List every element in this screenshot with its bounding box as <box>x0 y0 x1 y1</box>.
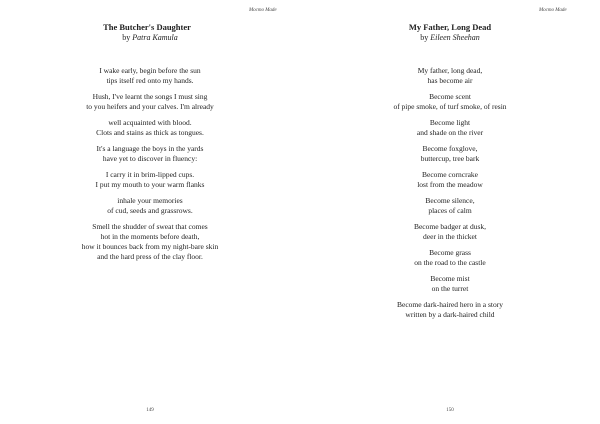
byline-prefix: by <box>122 33 131 42</box>
poem-line: and shade on the river <box>416 128 484 137</box>
poem-line: of cud, seeds and grassrows. <box>107 206 193 215</box>
stanza <box>0 196 300 216</box>
poem-line: Clots and stains as thick as tongues. <box>96 128 204 137</box>
stanza <box>0 92 300 112</box>
stanza <box>300 196 600 216</box>
author-name: Eileen Sheehan <box>430 33 480 42</box>
poem-line: Become grass <box>429 248 471 257</box>
poem-line: Become foxglove, <box>422 144 478 153</box>
page-number: 149 <box>146 408 154 413</box>
poem-line: Become scent <box>429 92 471 101</box>
poem-line: places of calm <box>428 206 472 215</box>
poem-line: have yet to discover in fluency: <box>102 154 198 163</box>
author-name: Patra Kamula <box>132 33 178 42</box>
poem-line: lost from the meadow <box>417 180 483 189</box>
poem-line: I carry it in brim-lipped cups. <box>105 170 195 179</box>
poem-line: Become silence, <box>425 196 475 205</box>
poem-line: deer in the thicket <box>423 232 477 241</box>
poem-line: My father, long dead, <box>417 66 483 75</box>
poem-title: The Butcher's Daughter <box>103 22 191 32</box>
poem-line: Smell the shudder of sweat that comes <box>92 222 208 231</box>
poem-line: to you heifers and your calves. I'm already <box>86 102 214 111</box>
stanza <box>300 222 600 242</box>
stanza <box>300 118 600 138</box>
poem-line: on the turret <box>431 284 469 293</box>
stanza <box>300 66 600 86</box>
byline <box>0 33 300 42</box>
byline-prefix: by <box>420 33 429 42</box>
poem-line: I wake early, begin before the sun <box>99 66 201 75</box>
poem-line: Become mist <box>430 274 470 283</box>
poem-line: well acquainted with blood. <box>108 118 192 127</box>
page-number: 150 <box>446 408 454 413</box>
stanza <box>0 170 300 190</box>
poem-line: Become corncrake <box>421 170 478 179</box>
running-head: Mocmo Made <box>539 8 567 13</box>
stanza <box>300 274 600 294</box>
poem-title: My Father, Long Dead <box>408 22 492 32</box>
poem-line: and the hard press of the clay floor. <box>97 252 203 261</box>
poem-body <box>300 66 600 326</box>
stanza <box>300 144 600 164</box>
poem-line: hot in the moments before death, <box>100 232 200 241</box>
poem-line: tips itself red onto my hands. <box>106 76 194 85</box>
stanza <box>300 170 600 190</box>
poem-line: inhale your memories <box>117 196 183 205</box>
poem-line: Become light <box>429 118 471 127</box>
stanza <box>0 222 300 262</box>
stanza <box>300 248 600 268</box>
stanza <box>0 66 300 86</box>
poem-line: Become badger at dusk, <box>413 222 487 231</box>
stanza <box>0 144 300 164</box>
poem-line: on the road to the castle <box>414 258 486 267</box>
poem-line: written by a dark-haired child <box>405 310 495 319</box>
stanza <box>300 300 600 320</box>
right-page <box>300 0 600 424</box>
poem-body <box>0 66 300 268</box>
poem-line: It's a language the boys in the yards <box>96 144 204 153</box>
running-head: Mocmo Made <box>249 8 277 13</box>
stanza <box>0 118 300 138</box>
poem-line: of pipe smoke, of turf smoke, of resin <box>393 102 507 111</box>
byline <box>300 33 600 42</box>
poem-line: how it bounces back from my night-bare skin <box>81 242 219 251</box>
poem-line: Hush, I've learnt the songs I must sing <box>92 92 208 101</box>
poem-line: Become dark-haired hero in a story <box>397 300 503 309</box>
poem-line: has become air <box>427 76 473 85</box>
poem-line: buttercup, tree bark <box>420 154 480 163</box>
poem-line: I put my mouth to your warm flanks <box>95 180 205 189</box>
stanza <box>300 92 600 112</box>
